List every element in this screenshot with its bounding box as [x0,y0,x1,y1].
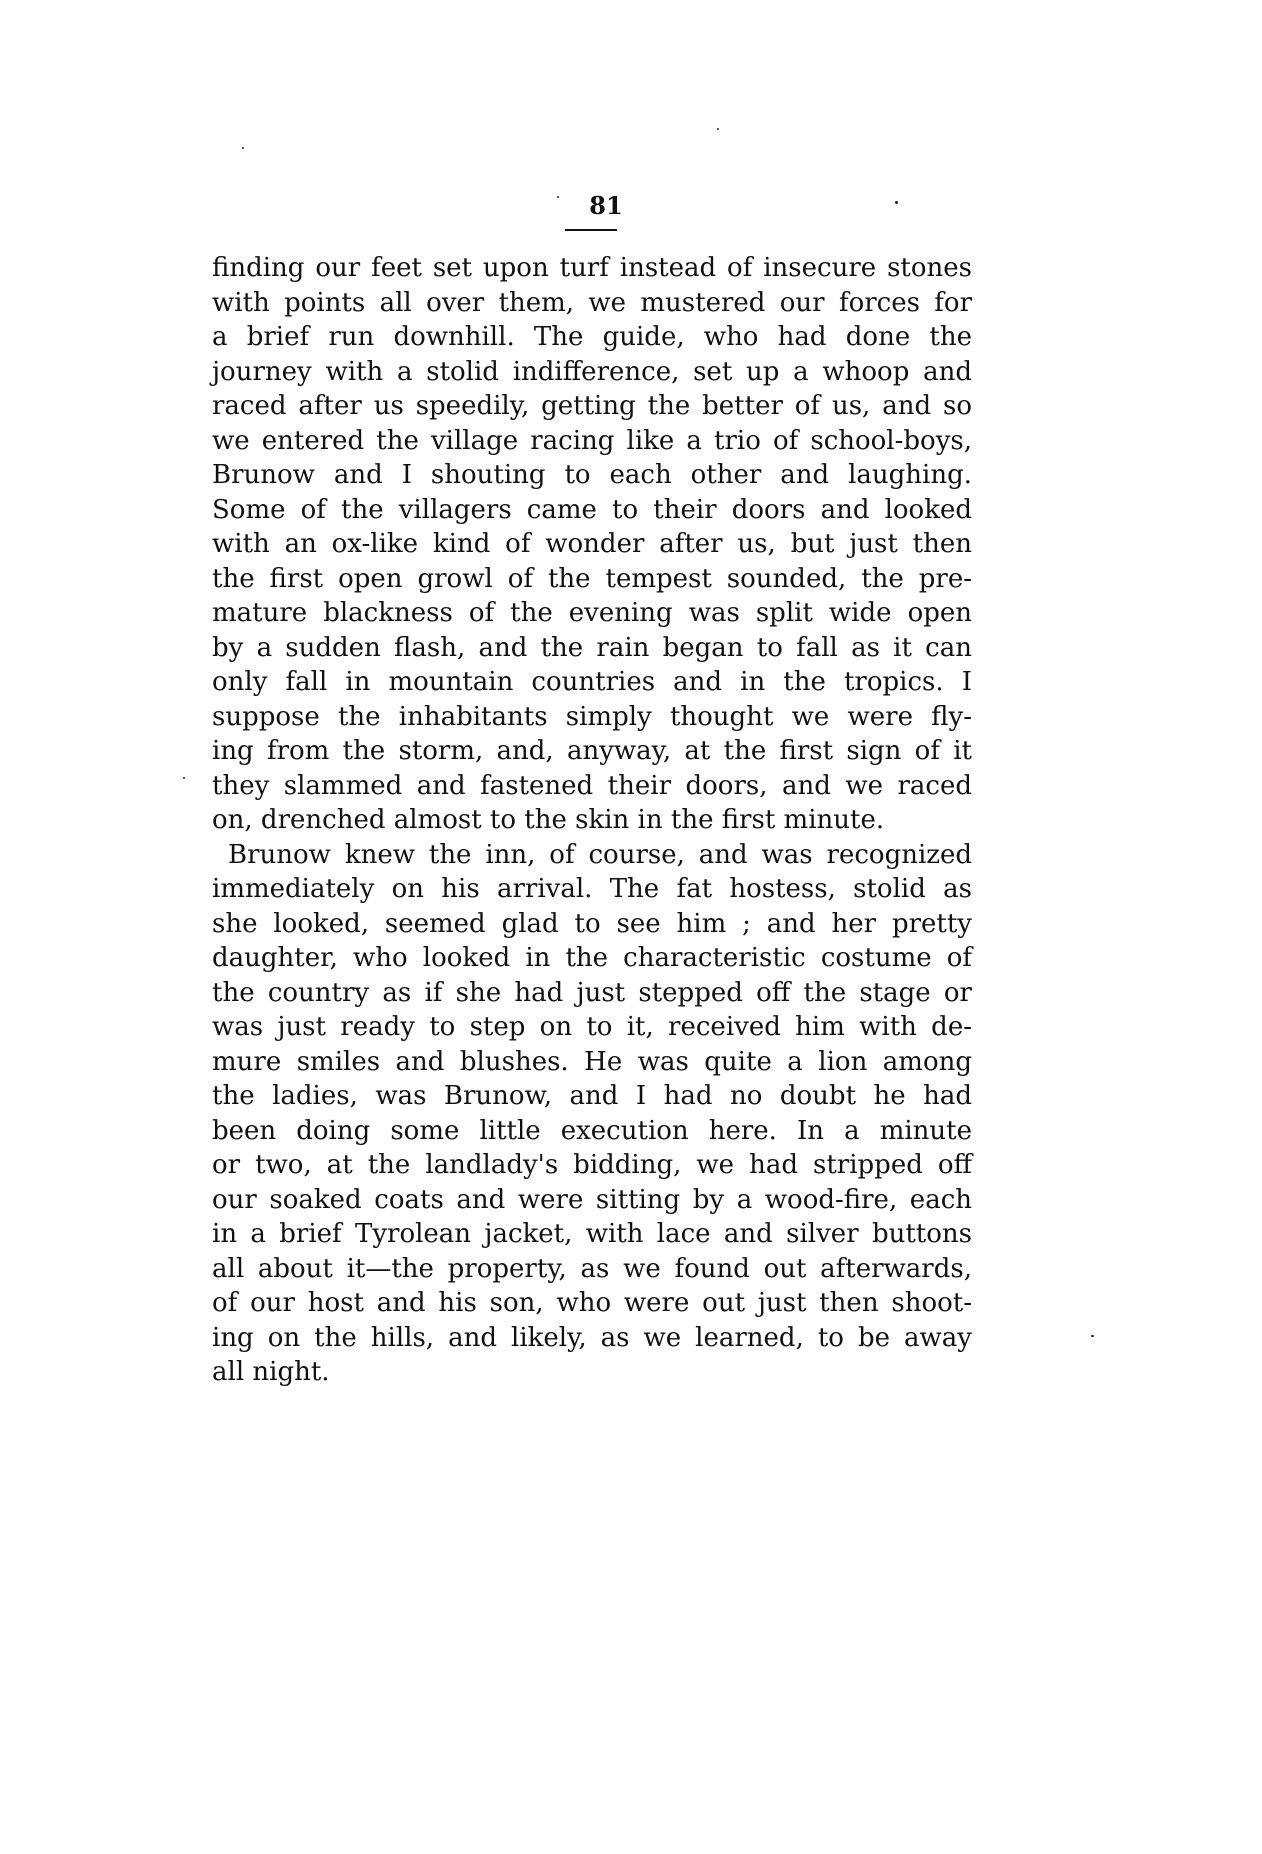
text-line: a brief run downhill. The guide, who had done the [212,322,972,352]
text-line: been doing some little execution here. In a minute [212,1115,972,1146]
page-number-rule [565,229,617,231]
text-line: of our host and his son, who were out just then shoot- [212,1288,972,1318]
text-line: or two, at the landlady's bidding, we had stripped off [212,1150,972,1180]
text-line: mature blackness of the evening was split wide open [212,598,972,628]
text-line: the first open growl of the tempest sounded, the pre- [212,563,972,594]
text-line: in a brief Tyrolean jacket, with lace and silver buttons [212,1219,972,1249]
body-text [212,251,972,1390]
dust-speck [1091,1335,1094,1337]
dust-speck [717,128,719,130]
text-line: she looked, seemed glad to see him ; and her pretty [212,908,972,939]
text-line: journey with a stolid indifference, set up a whoop and [212,356,972,387]
text-line: Brunow knew the inn, of course, and was recognized [228,839,972,870]
text-line: raced after us speedily, getting the better of us, and so [212,391,972,421]
text-line: Some of the villagers came to their doors and looked [212,494,972,525]
text-line: with points all over them, we mustered our forces for [212,287,972,318]
text-line: with an ox-like kind of wonder after us, but just then [212,529,972,559]
text-line: ing on the hills, and likely, as we learned, to be away [212,1322,972,1353]
paragraph-2 [212,838,972,1390]
text-line: was just ready to step on to it, received him with de- [212,1012,972,1042]
text-line: finding our feet set upon turf instead of insecure stones [212,253,972,283]
text-line: Brunow and I shouting to each other and laughing. [212,460,972,490]
text-line: immediately on his arrival. The fat hostess, stolid as [212,874,972,904]
text-line: we entered the village racing like a trio of school-boys, [212,425,972,456]
text-line: by a sudden flash, and the rain began to fall as it can [212,632,972,663]
text-line: all night. [212,1357,330,1387]
dust-speck [557,196,559,198]
text-line: on, drenched almost to the skin in the first minute. [212,805,885,835]
text-line: ing from the storm, and, anyway, at the first sign of it [212,736,972,766]
text-line: they slammed and fastened their doors, and we raced [212,770,972,801]
dust-speck [895,201,898,204]
text-line: the ladies, was Brunow, and I had no doubt he had [212,1081,972,1111]
text-line: the country as if she had just stepped off the stage or [212,977,972,1008]
text-line: only fall in mountain countries and in the tropics. I [212,667,972,697]
dust-speck [183,777,185,779]
paragraph-1 [212,251,972,838]
text-line: our soaked coats and were sitting by a wood-fire, each [212,1184,972,1215]
page-number: 81 [589,191,623,220]
text-line: daughter, who looked in the characteristic costume of [212,943,972,973]
text-line: suppose the inhabitants simply thought we were fly- [212,701,972,732]
text-line: mure smiles and blushes. He was quite a lion among [212,1046,972,1077]
text-line: all about it—the property, as we found out afterwards, [212,1253,972,1284]
dust-speck [242,147,244,149]
